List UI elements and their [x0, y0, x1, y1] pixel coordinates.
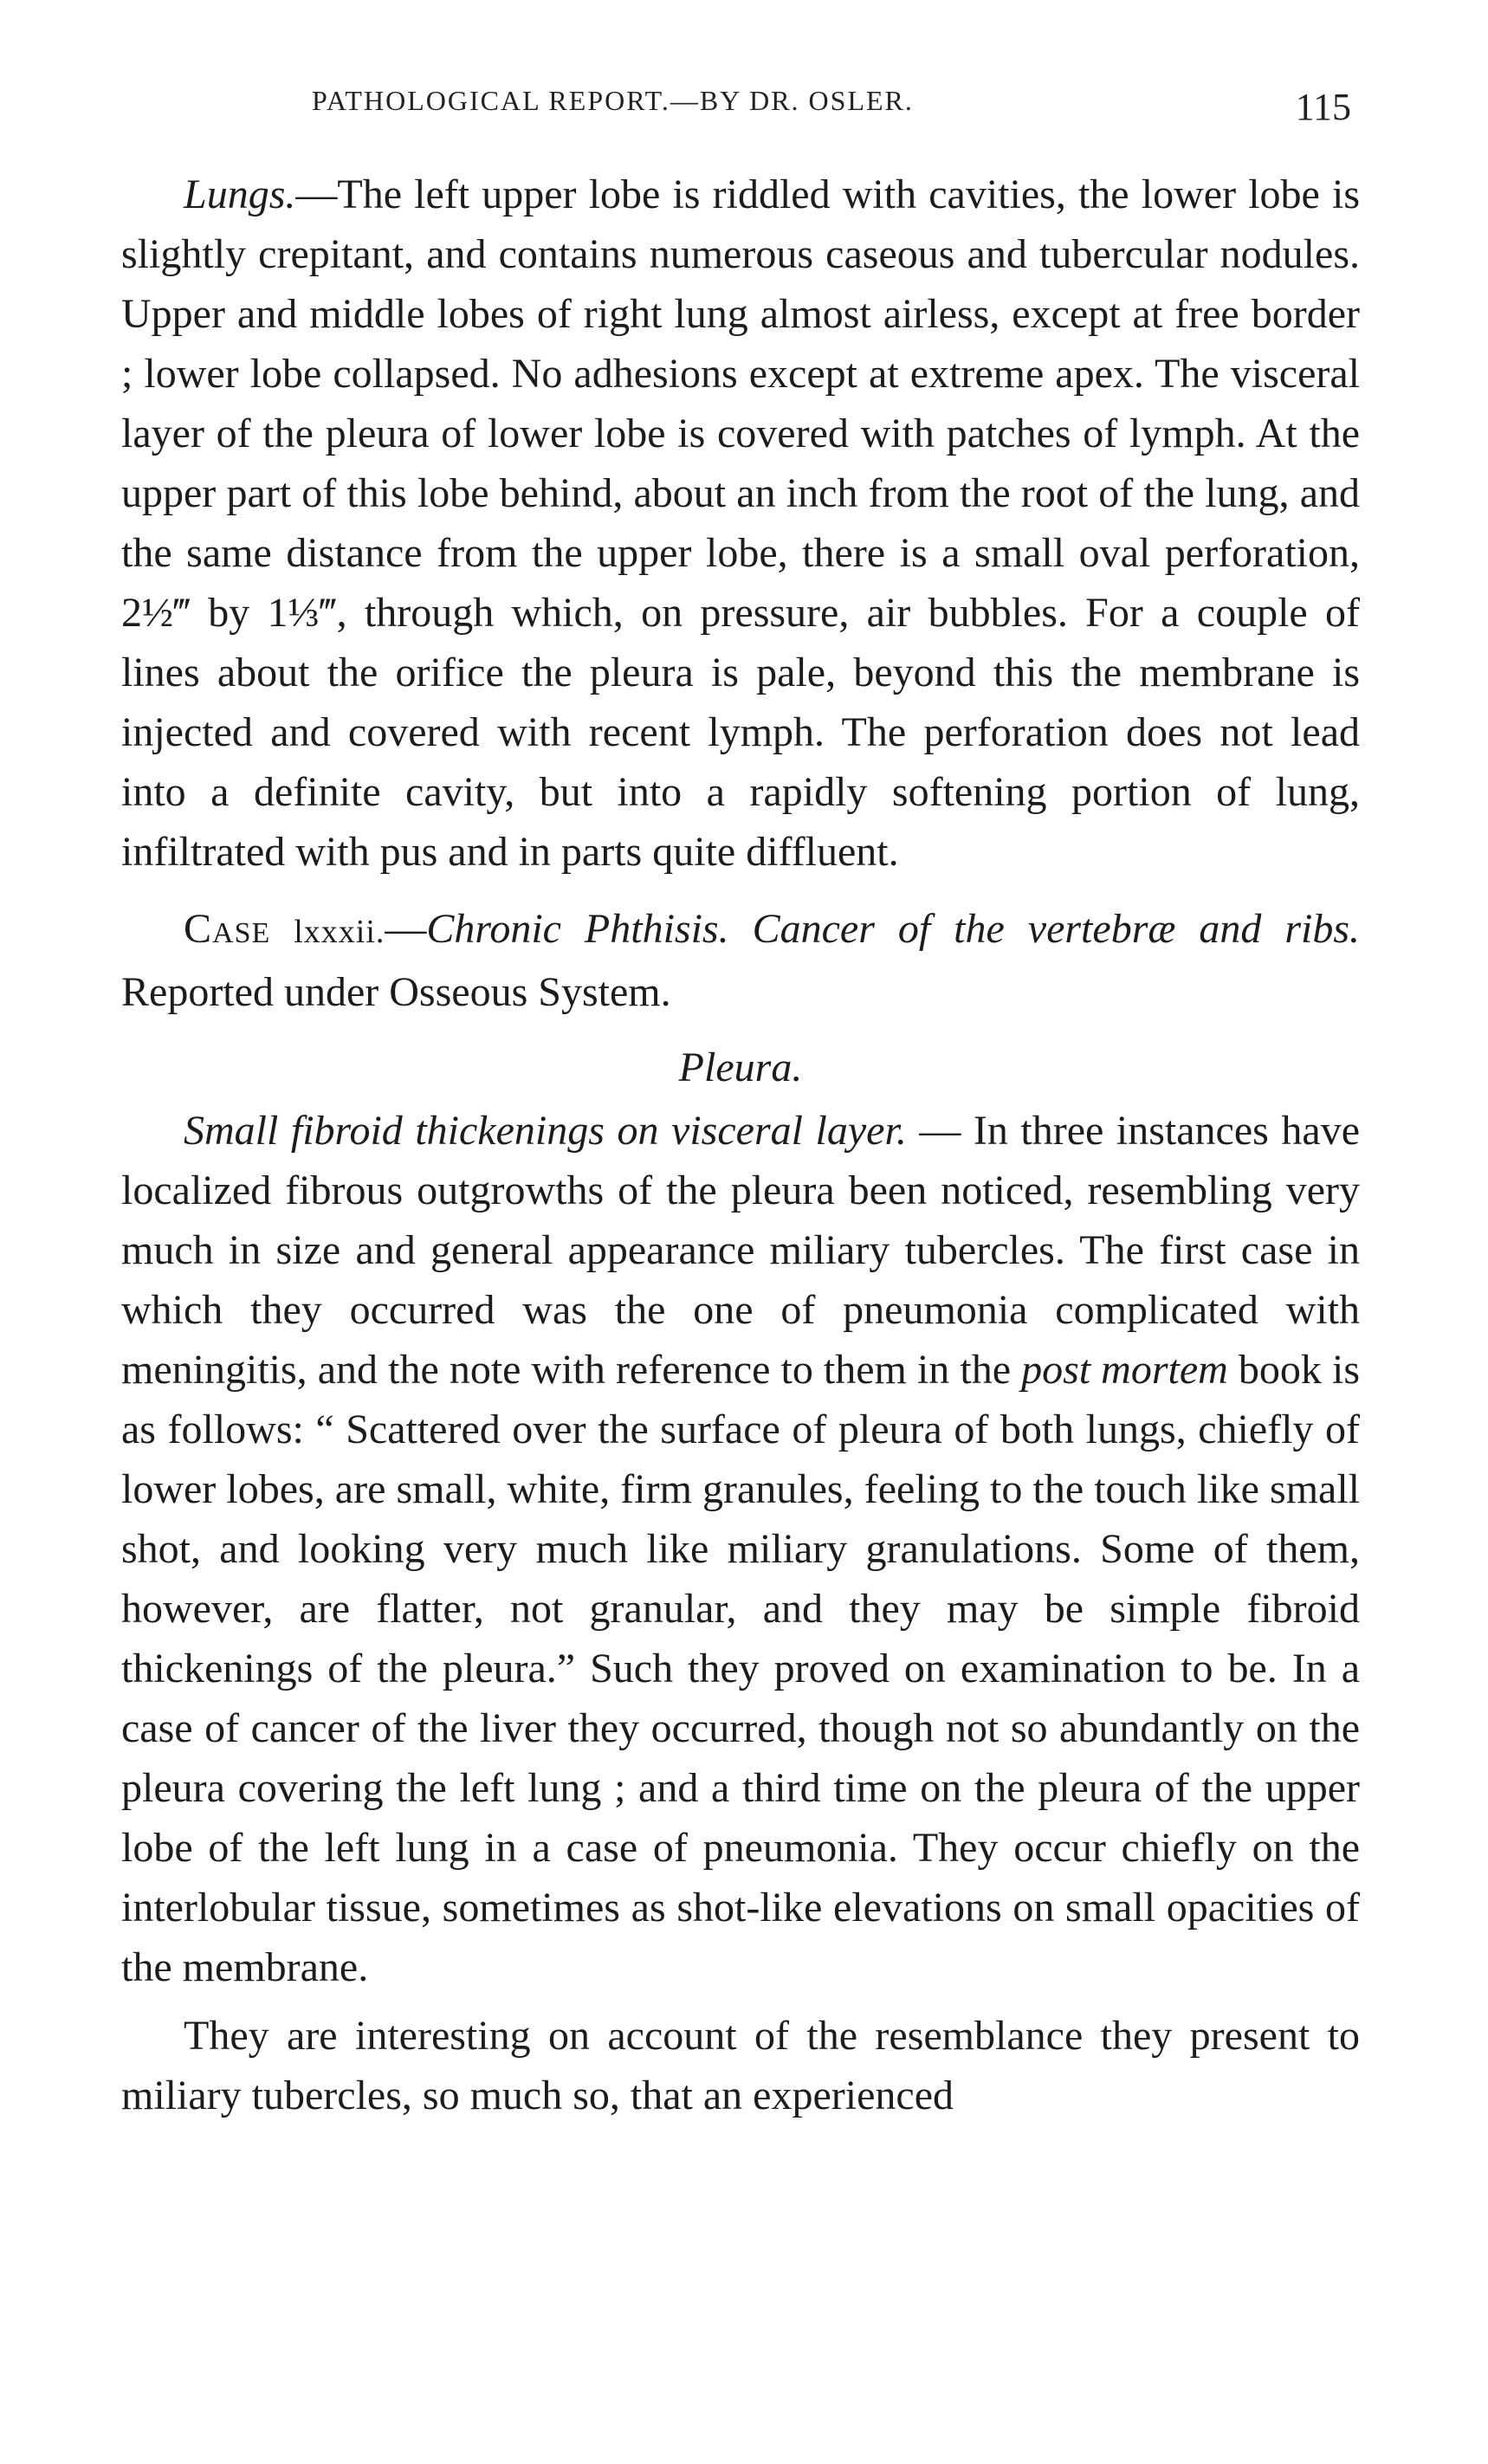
case-title: Chronic Phthisis.	[426, 906, 729, 952]
case-paragraph	[121, 899, 1360, 1022]
body-text	[121, 165, 1360, 2125]
case-dash: —	[385, 906, 427, 952]
pleura-paragraph	[121, 1101, 1360, 1997]
closing-paragraph: They are interesting on account of the resemblance they present to miliary tubercles, so much so, that an experienced	[121, 2013, 1360, 2118]
lungs-paragraph	[121, 165, 1360, 882]
section-heading-pleura: Pleura.	[678, 1044, 803, 1090]
page-header	[312, 85, 1351, 137]
post-mortem-term: post mortem	[1021, 1347, 1228, 1393]
case-label: Case	[184, 906, 271, 952]
pleura-lead: Small fibroid thickenings on visceral layer.	[184, 1108, 907, 1154]
case-number: lxxxii.	[294, 914, 385, 950]
lungs-label: Lungs.	[184, 171, 296, 217]
case-subtitle: Cancer of the vertebræ and ribs.	[752, 906, 1361, 952]
pleura-text-2: book is as follows: “ Scattered over the surface of pleura of both lungs, chiefly of lower lobes, are small, white, firm granules, feeling to the touch like small shot, and looking very much like miliary granulations. Some of them, however, are flatter, not granular, and they may be simple fibroid thickenings of the pleura.” Such they proved on examination to be. In a case of cancer of the liver they occurred, though not so abundantly on the pleura covering the left lung ; and a third time on the pleura of the upper lobe of the left lung in a case of pneumonia. They occur chiefly on the interlobular tissue, sometimes as shot-like elevations on small opacities of the membrane.	[121, 1347, 1361, 1990]
pleura-text-1: — In three instances have localized fibrous outgrowths of the pleura been noticed, resembling very much in size and general appearance miliary tubercles. The first case in which they occurred was the one of pneumonia complicated with meningitis, and the note with reference to them in the	[121, 1108, 1360, 1393]
page-number: 115	[1295, 86, 1351, 128]
case-note: Reported under Osseous System.	[121, 969, 671, 1015]
running-head: PATHOLOGICAL REPORT.—BY DR. OSLER.	[312, 85, 914, 116]
lungs-text: —The left upper lobe is riddled with cavities, the lower lobe is slightly crepitant, and contains numerous caseous and tubercular nodules. Upper and middle lobes of right lung almost airless, except at free border ; lower lobe collapsed. No adhesions except at extreme apex. The visceral layer of the pleura of lower lobe is covered with patches of lymph. At the upper part of this lobe behind, about an inch from the root of the lung, and the same distance from the upper lobe, there is a small oval perforation, 2½‴ by 1⅓‴, through which, on pressure, air bubbles. For a couple of lines about the orifice the pleura is pale, beyond this the membrane is injected and covered with recent lymph. The perforation does not lead into a definite cavity, but into a rapidly softening portion of lung, infiltrated with pus and in parts quite diffluent.	[121, 171, 1360, 875]
